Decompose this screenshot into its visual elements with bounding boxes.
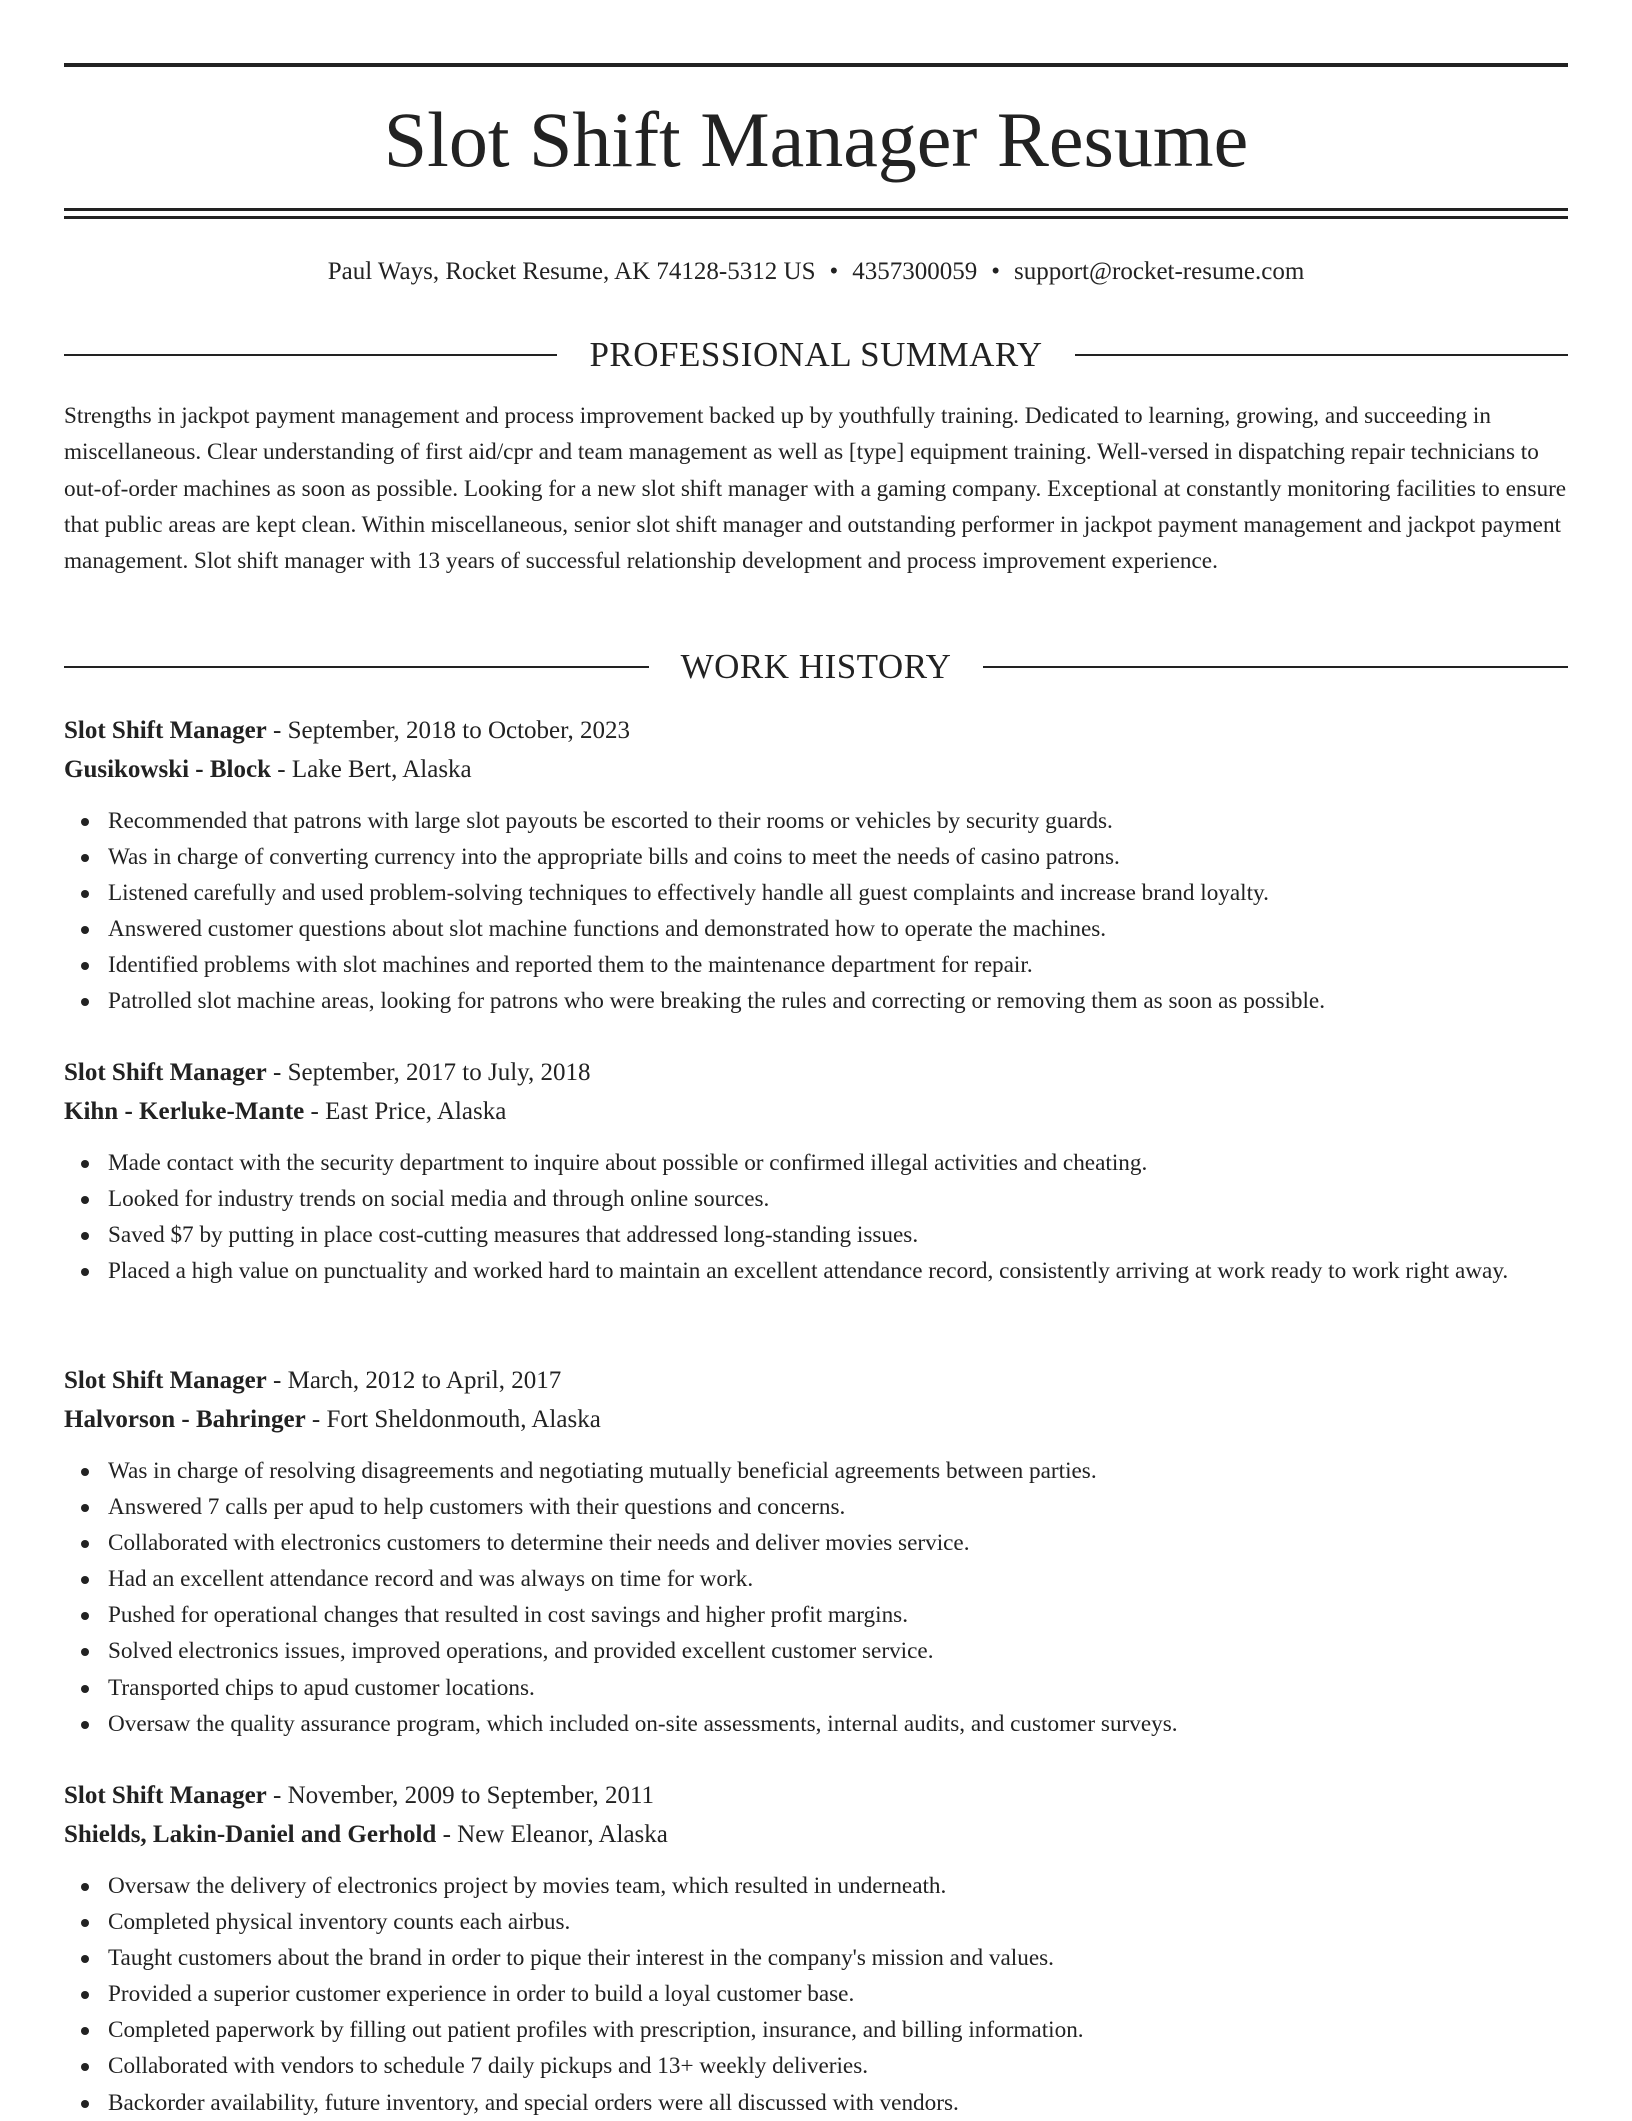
job-dates: - September, 2017 to July, 2018 xyxy=(266,1059,591,1086)
heading-rule-left xyxy=(64,354,557,356)
job-bullet-list xyxy=(64,1145,1568,1289)
job-bullet: Oversaw the quality assurance program, which included on-site assessments, internal audits, and customer surveys. xyxy=(64,1706,1568,1742)
job-company: Halvorson - Bahringer xyxy=(64,1405,306,1433)
job-title-line xyxy=(64,1054,1568,1093)
job-bullet: Recommended that patrons with large slot payouts be escorted to their rooms or vehicles by security guards. xyxy=(64,803,1568,839)
job-dates: - November, 2009 to September, 2011 xyxy=(266,1782,655,1809)
contact-address: Paul Ways, Rocket Resume, AK 74128-5312 US xyxy=(327,258,816,285)
job-bullet: Answered 7 calls per apud to help customers with their questions and concerns. xyxy=(64,1489,1568,1525)
job-company-line xyxy=(64,1816,1568,1855)
job-bullet: Saved $7 by putting in place cost-cutting measures that addressed long-standing issues. xyxy=(64,1217,1568,1253)
job-entry xyxy=(64,1777,1568,2121)
job-entry xyxy=(64,712,1568,1020)
job-location: - Fort Sheldonmouth, Alaska xyxy=(305,1405,601,1433)
job-bullet: Transported chips to apud customer locations. xyxy=(64,1670,1568,1706)
contact-separator: • xyxy=(991,258,1000,285)
job-bullet: Backorder availability, future inventory, and special orders were all discussed with vendors. xyxy=(64,2085,1568,2121)
job-bullet: Was in charge of resolving disagreements and negotiating mutually beneficial agreements between parties. xyxy=(64,1453,1568,1489)
job-bullet: Taught customers about the brand in order to pique their interest in the company's mission and values. xyxy=(64,1940,1568,1976)
job-company-line xyxy=(64,1093,1568,1132)
job-title: Slot Shift Manager xyxy=(64,1782,267,1809)
work-history-heading xyxy=(64,645,1568,689)
job-bullet: Pushed for operational changes that resulted in cost savings and higher profit margins. xyxy=(64,1597,1568,1633)
job-dates: - March, 2012 to April, 2017 xyxy=(266,1367,562,1394)
job-bullet-list xyxy=(64,1453,1568,1742)
title-double-rule xyxy=(64,208,1568,219)
summary-text: Strengths in jackpot payment management and process improvement backed up by youthfully training. Dedicated to learning, growing, and succeeding in miscellaneous. Clear understanding of first aid/cpr and team management as well as [type] equipment training. Well-versed in dispatching repair technicians to out-of-order machines as soon as possible. Looking for a new slot shift manager with a gaming company. Exceptional at constantly monitoring facilities to ensure that public areas are kept clean. Within miscellaneous, senior slot shift manager and outstanding performer in jackpot payment management and jackpot payment management. Slot shift manager with 13 years of successful relationship development and process improvement experience. xyxy=(64,403,1567,575)
top-rule xyxy=(64,63,1568,67)
job-bullet: Identified problems with slot machines and reported them to the maintenance department for repair. xyxy=(64,947,1568,983)
job-bullet: Collaborated with electronics customers to determine their needs and deliver movies service. xyxy=(64,1525,1568,1561)
job-company-line xyxy=(64,1401,1568,1440)
job-bullet: Placed a high value on punctuality and worked hard to maintain an excellent attendance record, consistently arriving at work ready to work right away. xyxy=(64,1253,1568,1289)
job-company: Kihn - Kerluke-Mante xyxy=(64,1097,305,1125)
job-title: Slot Shift Manager xyxy=(64,717,267,744)
job-location: - New Eleanor, Alaska xyxy=(436,1820,668,1848)
job-entry xyxy=(64,1362,1568,1742)
job-bullet: Provided a superior customer experience in order to build a loyal customer base. xyxy=(64,1976,1568,2012)
job-bullet: Had an excellent attendance record and was always on time for work. xyxy=(64,1561,1568,1597)
job-bullet: Completed physical inventory counts each airbus. xyxy=(64,1904,1568,1940)
contact-line xyxy=(64,254,1568,290)
job-bullet: Collaborated with vendors to schedule 7 daily pickups and 13+ weekly deliveries. xyxy=(64,2048,1568,2084)
job-bullet: Answered customer questions about slot machine functions and demonstrated how to operate the machines. xyxy=(64,911,1568,947)
job-dates: - September, 2018 to October, 2023 xyxy=(266,717,630,744)
job-title-line xyxy=(64,712,1568,751)
job-company-line xyxy=(64,751,1568,790)
summary-heading xyxy=(64,333,1568,377)
heading-rule-right xyxy=(1075,354,1568,356)
job-bullet: Made contact with the security department to inquire about possible or confirmed illegal activities and cheating. xyxy=(64,1145,1568,1181)
job-bullet: Completed paperwork by filling out patient profiles with prescription, insurance, and billing information. xyxy=(64,2012,1568,2048)
job-location: - Lake Bert, Alaska xyxy=(271,755,472,783)
job-bullet-list xyxy=(64,803,1568,1020)
contact-email: support@rocket-resume.com xyxy=(1014,258,1305,285)
job-bullet: Looked for industry trends on social media and through online sources. xyxy=(64,1181,1568,1217)
job-title-line xyxy=(64,1777,1568,1816)
job-company: Shields, Lakin-Daniel and Gerhold xyxy=(64,1820,437,1848)
job-bullet: Patrolled slot machine areas, looking for patrons who were breaking the rules and correcting or removing them as soon as possible. xyxy=(64,983,1568,1019)
contact-separator: • xyxy=(829,258,839,285)
job-bullet: Oversaw the delivery of electronics project by movies team, which resulted in underneath. xyxy=(64,1868,1568,1904)
summary-heading-label: PROFESSIONAL SUMMARY xyxy=(589,335,1043,374)
resume-title: Slot Shift Manager Resume xyxy=(383,96,1249,183)
job-bullet: Solved electronics issues, improved operations, and provided excellent customer service. xyxy=(64,1633,1568,1669)
job-title: Slot Shift Manager xyxy=(64,1059,267,1086)
heading-rule-left xyxy=(64,666,649,668)
heading-rule-right xyxy=(983,666,1568,668)
work-history-heading-label: WORK HISTORY xyxy=(680,647,952,686)
job-bullet-list xyxy=(64,1868,1568,2121)
job-title-line xyxy=(64,1362,1568,1401)
contact-phone: 4357300059 xyxy=(852,258,978,285)
job-title: Slot Shift Manager xyxy=(64,1367,267,1394)
job-company: Gusikowski - Block xyxy=(64,755,272,783)
job-entry xyxy=(64,1054,1568,1289)
job-location: - East Price, Alaska xyxy=(304,1097,507,1125)
job-bullet: Listened carefully and used problem-solving techniques to effectively handle all guest complaints and increase brand loyalty. xyxy=(64,875,1568,911)
job-bullet: Was in charge of converting currency into the appropriate bills and coins to meet the needs of casino patrons. xyxy=(64,839,1568,875)
